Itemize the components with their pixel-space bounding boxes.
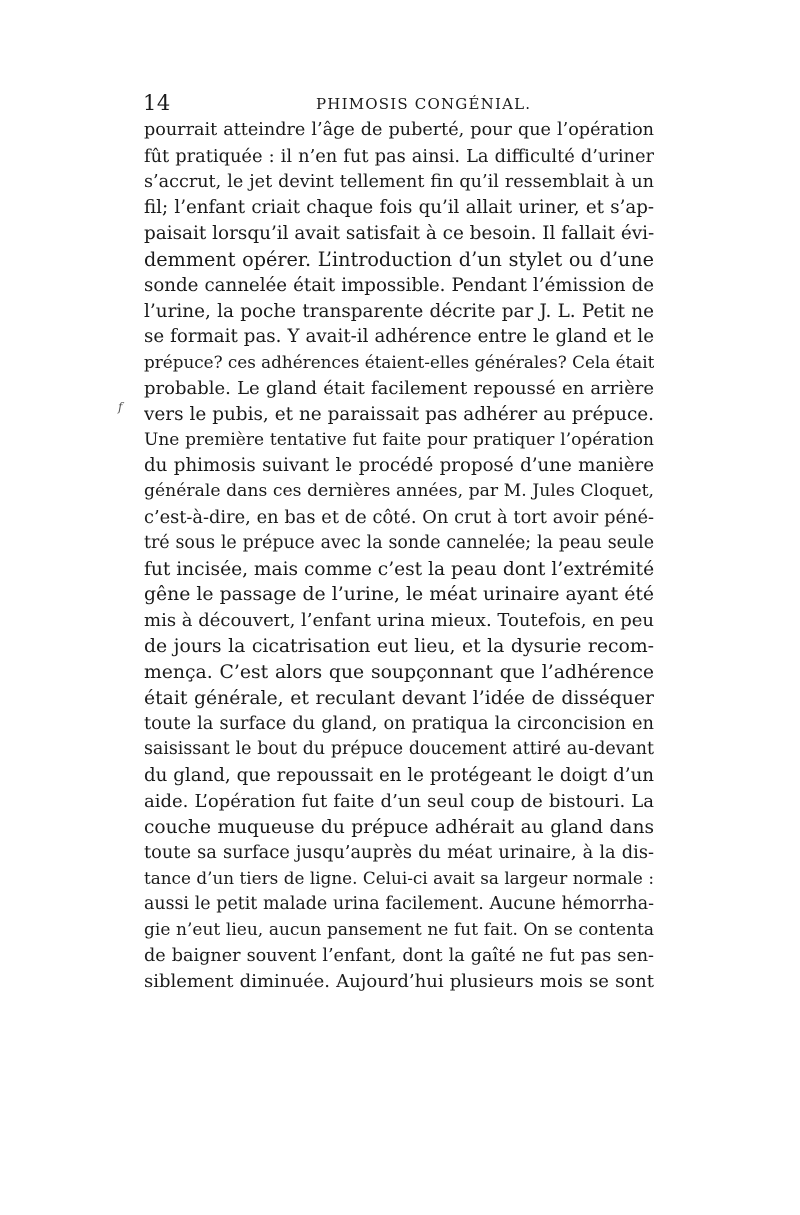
text-line: était générale, et reculant devant l’idée de disséquer: [144, 687, 654, 709]
text-line: aide. L’opération fut faite d’un seul coup de bistouri. La: [144, 790, 654, 812]
body-text: [144, 118, 654, 995]
text-line: s’accrut, le jet devint tellement fin qu’il ressemblait à un: [144, 171, 654, 192]
text-line: siblement diminuée. Aujourd’hui plusieurs mois se sont: [144, 971, 654, 993]
text-line: gêne le passage de l’urine, le méat urinaire ayant été: [144, 584, 654, 606]
text-line: saisissant le bout du prépuce doucement attiré au-devant: [144, 739, 654, 760]
running-head: PHIMOSIS CONGÉNIAL.: [316, 95, 532, 113]
text-line: de baigner souvent l’enfant, dont la gaîté ne fut pas sen-: [144, 945, 654, 966]
text-line: se formait pas. Y avait-il adhérence entre le gland et le: [144, 326, 654, 348]
text-line: toute la surface du gland, on pratiqua la circoncision en: [144, 713, 654, 735]
text-line: probable. Le gland était facilement repoussé en arrière: [144, 377, 654, 399]
text-line: paisait lorsqu’il avait satisfait à ce besoin. Il fallait évi-: [144, 223, 654, 245]
page-number: 14: [143, 91, 171, 115]
margin-mark: f: [118, 400, 123, 414]
text-line: générale dans ces dernières années, par M. Jules Cloquet,: [144, 481, 654, 502]
text-line: Une première tentative fut faite pour pratiquer l’opération: [144, 429, 654, 450]
text-line: l’urine, la poche transparente décrite par J. L. Petit ne: [144, 300, 654, 322]
text-line: gie n’eut lieu, aucun pansement ne fut fait. On se contenta: [144, 919, 654, 940]
text-line: de jours la cicatrisation eut lieu, et la dysurie recom-: [144, 635, 654, 657]
text-line: toute sa surface jusqu’auprès du méat urinaire, à la dis-: [144, 842, 654, 864]
text-line: aussi le petit malade urina facilement. Aucune hémorrha-: [144, 893, 654, 914]
text-line: fil; l’enfant criait chaque fois qu’il allait uriner, et s’ap-: [144, 197, 654, 219]
text-line: du gland, que repoussait en le protégeant le doigt d’un: [144, 764, 654, 786]
text-line: fut incisée, mais comme c’est la peau dont l’extrémité: [144, 558, 654, 580]
text-line: prépuce? ces adhérences étaient-elles générales? Cela était: [144, 352, 654, 373]
text-line: vers le pubis, et ne paraissait pas adhérer au prépuce.: [144, 403, 654, 425]
text-line: couche muqueuse du prépuce adhérait au gland dans: [144, 816, 654, 838]
text-line: mis à découvert, l’enfant urina mieux. Toutefois, en peu: [144, 610, 654, 632]
text-line: pourrait atteindre l’âge de puberté, pour que l’opération: [144, 120, 654, 140]
text-line: tré sous le prépuce avec la sonde cannelée; la peau seule: [144, 532, 654, 553]
text-line: tance d’un tiers de ligne. Celui-ci avait sa largeur normale :: [144, 868, 654, 889]
text-line: mença. C’est alors que soupçonnant que l’adhérence: [144, 661, 654, 683]
text-line: sonde cannelée était impossible. Pendant l’émission de: [144, 274, 654, 296]
text-line: fût pratiquée : il n’en fut pas ainsi. La difficulté d’uriner: [144, 145, 654, 167]
text-line: c’est-à-dire, en bas et de côté. On crut à tort avoir péné-: [144, 506, 654, 528]
text-line: du phimosis suivant le procédé proposé d’une manière: [144, 455, 654, 477]
text-line: demment opérer. L’introduction d’un stylet ou d’une: [144, 247, 654, 271]
